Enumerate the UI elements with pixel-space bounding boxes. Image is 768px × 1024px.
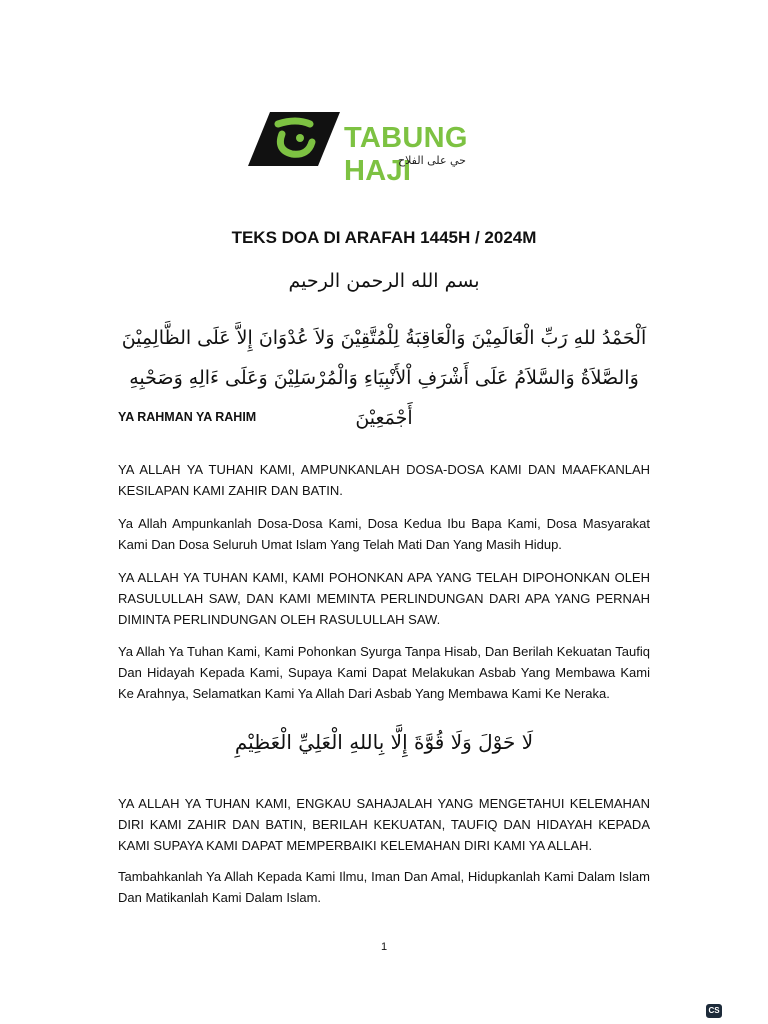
prayer-paragraph-3: YA ALLAH YA TUHAN KAMI, KAMI POHONKAN APA YANG TELAH DIPOHONKAN OLEH RASULULLAH SAW, DAN KAMI MEMINTA PERLINDUNGAN DARI APA YANG PERNAH DIMINTA PERLINDUNGAN OLEH RASULULLAH SAW. [118, 570, 650, 627]
prayer-paragraph-6: Tambahkanlah Ya Allah Kepada Kami Ilmu, Iman Dan Amal, Hidupkanlah Kami Dalam Islam Dan Matikanlah Kami Dalam Islam. [118, 869, 650, 905]
brand-name: TABUNG HAJI [344, 122, 468, 187]
prayer-paragraph-5: YA ALLAH YA TUHAN KAMI, ENGKAU SAHAJALAH YANG MENGETAHUI KELEMAHAN DIRI KAMI ZAHIR DAN BATIN, BERILAH KEKUATAN, TAUFIQ DAN HIDAYAH KEPADA KAMI SUPAYA KAMI DAPAT MEMPERBAIKI KELEMAHAN DIRI KAMI YA ALLAH. [118, 796, 650, 853]
prayer-paragraph-4: Ya Allah Ya Tuhan Kami, Kami Pohonkan Syurga Tanpa Hisab, Dan Berilah Kekuatan Taufiq Dan Hidayah Kepada Kami, Supaya Kami Dapat Melakukan Asbab Yang Membawa Kami Ke Arahnya, Selamatkan Kami Ya Allah Dari Asbab Yang Membawa Kami Ke Neraka. [118, 644, 650, 701]
page-number: 1 [380, 941, 388, 953]
tabung-haji-logo [248, 110, 538, 187]
section-subheading: YA RAHMAN YA RAHIM [118, 410, 257, 424]
hawqala-arabic: لَا حَوْلَ وَلَا قُوَّةَ إِلَّا بِاللهِ الْعَلِيِّ الْعَظِيْمِ [234, 730, 534, 754]
document-title: TEKS DOA DI ARAFAH 1445H / 2024M [231, 228, 537, 247]
prayer-paragraph-2: Ya Allah Ampunkanlah Dosa-Dosa Kami, Dosa Kedua Ibu Bapa Kami, Dosa Masyarakat Kami Dan Dosa Seluruh Umat Islam Yang Telah Mati Dan Yang Masih Hidup. [118, 516, 650, 552]
camscanner-badge-icon: CS [706, 1004, 722, 1018]
tabung-haji-emblem-icon [248, 110, 340, 168]
brand-tagline: حي على الفلاح [398, 154, 466, 167]
prayer-paragraph-1: YA ALLAH YA TUHAN KAMI, AMPUNKANLAH DOSA-DOSA KAMI DAN MAAFKANLAH KESILAPAN KAMI ZAHIR DAN BATIN. [118, 462, 650, 498]
opening-arabic-verse: اَلْحَمْدُ للهِ رَبِّ الْعَالَمِيْنَ وَالْعَاقِبَةُ لِلْمُتَّقِيْنَ وَلاَ عُدْوَانَ إِلاَّ عَلَى الظَّالِمِيْنَ وَالصَّلاَةُ وَالسَّلاَمُ عَلَى أَشْرَفِ اْلأَنْبِيَاءِ وَالْمُرْسَلِيْنَ وَعَلَى ءَالِهِ وَصَحْبِهِ أَجْمَعِيْنَ [121, 327, 647, 429]
bismillah: بسم الله الرحمن الرحيم [288, 270, 480, 292]
